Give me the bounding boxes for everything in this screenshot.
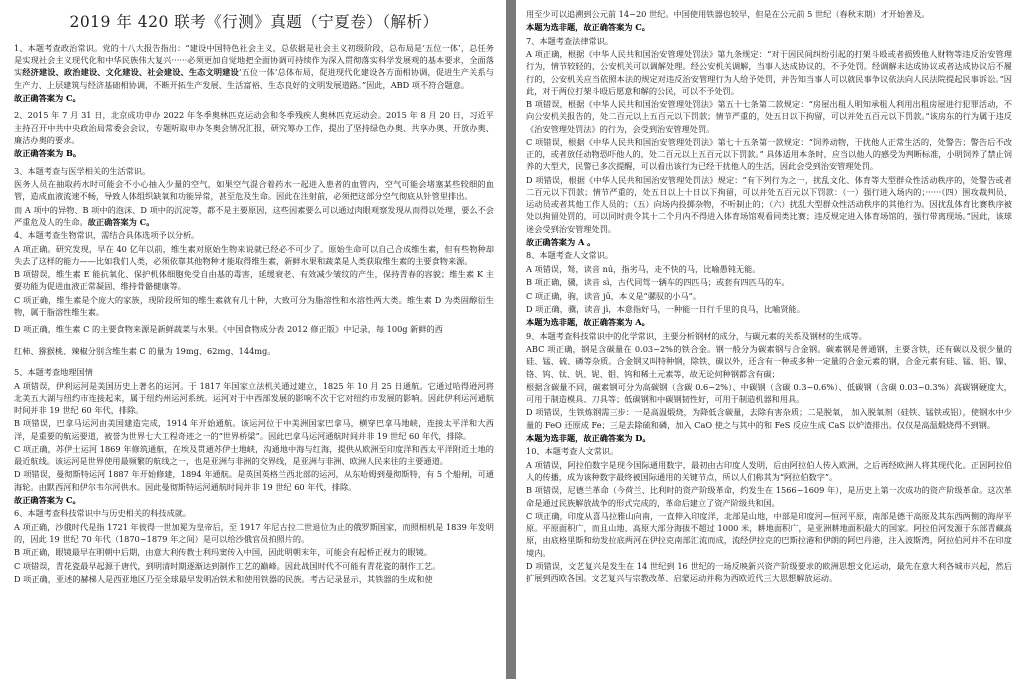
paragraph-q5-a: A 项错误，伊利运河是美国历史上著名的运河。于 1817 年国家立法机关通过建立，1825 年 10 月 25 日通航。它通过哈得逊河将北美五大湖与纽约市连接起来，属于纽约州运河系统。运河对于中西部发展的影响不次于它对纽约市发展的影响。因此伊利运河通航时间并非 19 世纪 60 年代，排除。: [14, 380, 494, 415]
paragraph-q7-d: D 项错误，根据《中华人民共和国治安管理处罚法》规定：“有下列行为之一，扰乱文化、体育等大型群众性活动秩序的，处警告或者二百元以下罚款；情节严重的，处五日以上十日以下拘留，可以并处五百元以下罚款：（一）强行进入场内的；······（四）围攻裁判员、运动员或者其他工作人员的；（五）向场内投掷杂物，不听制止的；（六）扰乱大型群众性活动秩序的其他行为。因扰乱体育比赛秩序被处以拘留处罚的，可以同时责令其十二个月内不得进入体育场馆观看同类比赛；违反规定进入体育场馆的，强行带离现场。”因此，该球迷会受到治安管理处罚。: [526, 174, 1012, 234]
paragraph-q6-a: A 项正确，沙俄时代是指 1721 年彼得一世加冕为皇帝后，至 1917 年尼古拉二世退位为止的俄罗斯国家，而照相机是 1839 年发明的，因此 19 世纪 70 年代（1870~1879 年之间）是可以给沙俄官员拍照片的。: [14, 521, 494, 545]
paragraph-q8-c: C 项正确，驹，读音 jū，本义是“骡驭的小马”。: [526, 290, 702, 301]
paragraph-q4-a: A 项正确。研究发现，早在 40 亿年以前，维生素对原始生物来说就已经必不可少了。原始生命可以自己合成维生素，但有些物种却失去了这样的能力——比如我们人类，必须依靠其他物种才能取得维生素，新鲜水果和蔬菜是人类获取维生素的主要食物来源。: [14, 243, 494, 266]
q1-bold-text: 经济建设、政治建设、文化建设、社会建设、生态文明建设: [22, 67, 239, 78]
paragraph-q6-intro: 6、本题考查科技常识中与历史相关的科技成就。: [14, 508, 192, 519]
document-page-left: [0, 0, 506, 679]
answer-q5: 故正确答案为 C。: [14, 495, 81, 506]
paragraph-q5-c: C 项正确，苏伊士运河 1869 年修筑通航，在埃及贯通苏伊士地峡，沟通地中海与红海，提供从欧洲至印度洋和西太平洋附近土地的最近航线。该运河是世界使用最频繁的航线之一，也是亚洲与非洲的交界线，是亚洲与非洲、欧洲人民来往的主要通道。: [14, 443, 494, 467]
paragraph-q3-body: 医务人员在抽取药水时可能会不小心抽入少量的空气，如果空气混合着药水一起进入患者的血管内，空气可能会堵塞某些较细的血管，造成血液流速不畅，导致人体组织缺氧和功能异常，甚至危及生命。因此在注射前，必须把这部分空气彻底从针管里排出。: [14, 178, 494, 202]
paragraph-q1: [14, 42, 494, 91]
answer-q6: 本题为选非题，故正确答案为 C。: [526, 22, 650, 33]
answer-q2: 故正确答案为 B。: [14, 148, 82, 159]
paragraph-q8-a: A 项错误，驽，读音 nú，指劣马，走不快的马，比喻愚钝无能。: [526, 263, 761, 274]
paragraph-q8-b: B 项正确，骥，读音 sì，古代同驾一辆车的四匹马；或套有四匹马的车。: [526, 277, 790, 288]
paragraph-q9-abc: ABC 项正确，钢是含碳量在 0.03~2%的铁合金。钢一般分为碳素钢与合金钢。碳素钢是普通钢，主要含铁，还有碳以及很少量的硅、锰、硫、磷等杂质。合金钢又叫特种钢，除铁、碳以外，还含有一种或多种一定量的合金元素的钢，合金元素有硅、锰、铝、镍、铬、钨、钛、钒、铌、钼、钨和稀土元素等，故无论何种钢都含有碳；: [526, 344, 1012, 379]
paragraph-q10-intro: 10、本题考查人文常识。: [526, 446, 619, 457]
q1-text: 1、本题考查政治常识。党的十八大报告指出：“建设中国特色社会主义，总依据是社会主义初级阶段，总布局是‘五位一体’，总任务是实现社会主义现代化和中华民族伟大复兴······必须更加自觉地把全面协调可持续作为深入贯彻落实科学发展观的基本要求，全面落实: [14, 43, 494, 78]
document-page-right: [516, 0, 1024, 679]
paragraph-q7-b: B 项错误，根据《中华人民共和国治安管理处罚法》第五十七条第二款规定：“房屋出租人明知承租人利用出租房屋进行犯罪活动，不向公安机关报告的，处二百元以上五百元以下罚款；情节严重的，处五日以下拘留，可以并处五百元以下罚款。”该房东的行为属于违反《治安管理处罚法》的行为，会受到治安管理处罚。: [526, 99, 1012, 134]
paragraph-q3-intro: 3、本题考查与医学相关的生活常识。: [14, 165, 151, 176]
paragraph-q5-d: D 项错误，曼彻斯特运河 1887 年开始修建，1894 年通航。是英国英格兰西北部的运河，从东哈姆到曼彻斯特，有 5 个船闸，可通海轮。由默西河和伊尔韦尔河供水。因此曼彻斯特运河通航时间并非 19 世纪 60 年代，排除。: [14, 469, 494, 492]
paragraph-q10-b: B 项错误，尼德兰革命（今荷兰、比利时的资产阶级革命，约发生在 1566~1609 年），是历史上第一次成功的资产阶级革命。这次革命是通过民族解放战争的形式完成的，革命后建立了资产阶级共和国。: [526, 485, 1012, 508]
answer-q8: 本题为选非题，故正确答案为 A。: [526, 317, 650, 328]
paragraph-q4-intro: 4、本题考查生物常识，需结合具体选项予以分析。: [14, 230, 200, 241]
paragraph-q6-c: C 项错误，青花瓷最早起源于唐代，到明清时期逐渐达到制作工艺的巅峰。因此战国时代不可能有青花瓷的制作工艺。: [14, 560, 441, 571]
answer-q1: 故正确答案为 C。: [14, 93, 81, 103]
paragraph-q8-d: D 项正确，骥，读音 jì，本意指好马，一种能一日行千里的良马，比喻贤能。: [526, 303, 805, 314]
paragraph-q4-b: B 项错误，维生素 E 能抗氧化、保护机体细胞免受自由基的毒害，延缓衰老、有效减少皱纹的产生，保持青春的容貌；维生素 K 主要功能为促进血液正常凝固、维持骨骼健康等。: [14, 269, 494, 292]
paragraph-q4-c: C 项正确，维生素是个庞大的家族，现阶段所知的维生素就有几十种，大致可分为脂溶性和水溶性两大类。维生素 D 为类固醇衍生物，属于脂溶性维生素。: [14, 294, 494, 317]
paragraph-q8-intro: 8、本题考查人文常识。: [526, 250, 614, 261]
paragraph-q7-intro: 7、本题考查法律常识。: [526, 35, 614, 46]
paragraph-q4-d-values: 红柿、猕猴桃、辣椒分别含维生素 C 的量为 19mg、62mg、144mg。: [14, 345, 276, 356]
paragraph-q9-carbon: 根据含碳量不同，碳素钢可分为高碳钢（含碳 0.6~2%）、中碳钢（含碳 0.3~0.6%）、低碳钢（含碳 0.03~0.3%）高碳钢硬度大，可用于制造模具、刀具等；低碳钢和中碳钢韧性好，可用于制造机器和用具。: [526, 381, 1012, 405]
paragraph-q7-c: C 项错误，根据《中华人民共和国治安管理处罚法》第七十五条第一款规定：“饲养动物，干扰他人正常生活的，处警告；警告后不改正的，或者放任动物恐吓他人的，处二百元以上五百元以下罚款。” 具体适用本条时，应当以他人的感受为判断标准，小明饲养了禁止饲养的大型犬，民警已多次提醒，可以看出该行为已经干扰他人的生活，因此会受到治安管理处罚。: [526, 136, 1012, 172]
paragraph-q9-d: D 项错误，生铁炼钢需三步：一是高温煅烧，为降低含碳量，去除有害杂质；二是脱氧， 加入脱氧剂（硅铁、锰铁或铝），使钢水中少量的 FeO 还原成 Fe；三是去除硫和磷，加入 CaO 使之与其中的和 FeS 反应生成 CaS 以炉渣排出。仅仅是高温煅烧得不到钢。: [526, 407, 1012, 430]
paragraph-q7-a: A 项正确，根据《中华人民共和国治安管理处罚法》第九条规定：“对于因民间纠纷引起的打架斗殴或者损毁他人财物等违反治安管理行为，情节较轻的，公安机关可以调解处理。经公安机关调解，当事人达成协议的，不予处罚。经调解未达成协议或者达成协议后不履行的，公安机关应当依照本法的规定对违反治安管理行为人给予处罚，并告知当事人可以就民事争议依法向人民法院提起民事诉讼。”因此，对于两位打架斗殴后愿意和解的公民，可以不予处罚。: [526, 49, 1012, 96]
paragraph-q6-b: B 项正确，眼镜最早在明朝中后期，由意大利传教士利玛窦传入中国，因此明朝末年，可能会有起桥正视力的眼镜。: [14, 547, 432, 558]
paragraph-q3-tail: [14, 204, 494, 228]
paragraph-q9-intro: 9、本题考查科技常识中的化学常识，主要分析钢材的成分，与碳元素的关系及钢材的生成等。: [526, 330, 867, 341]
answer-q9: 本题为选非题，故正确答案为 D。: [526, 433, 651, 444]
answer-q7: 故正确答案为 A 。: [526, 236, 596, 247]
page-title: 2019 年 420 联考《行测》真题（宁夏卷）（解析）: [69, 13, 439, 31]
answer-q3: 故正确答案为 C。: [87, 216, 155, 227]
paragraph-q5-b: B 项错误，巴拿马运河由美国建造完成，1914 年开始通航。该运河位于中美洲国家巴拿马，横穿巴拿马地峡，连接太平洋和大西洋，是重要的航运要道，被誉为世界七大工程奇迹之一的“世界桥梁”。因此巴拿马运河通航时间并非 19 世纪 60 年代，排除。: [14, 418, 494, 441]
paragraph-q6-continued: 用至少可以追溯到公元前 14~20 世纪。中国使用铁器也较早，但是在公元前 5 世纪（春秋末期）才开始普及。: [526, 9, 930, 19]
paragraph-q4-d: D 项正确，维生素 C 的主要食物来源是新鲜蔬菜与水果。《中国食物成分表 2012 修正版》中记录，每 100g 新鲜的西: [14, 324, 443, 335]
q3-tail-text: 而 A 项中的异物、B 项中的泡沫、D 项中的沉淀等，都不是主要原因，这些因素要么可以通过肉眼观察发现从而得以处理，要么不会严重危及人的生命。: [14, 204, 494, 227]
paragraph-q10-a: A 项错误，阿拉伯数字是现今国际通用数字，最初由古印度人发明，后由阿拉伯人传入欧洲，之后再经欧洲人将其现代化。正因阿拉伯人的传播，成为该种数字最终被国际通用的关键节点，所以人们称其为“阿拉伯数字”。: [526, 459, 1012, 483]
paragraph-q5-intro: 5、本题考查地理国情: [14, 367, 93, 378]
paragraph-q6-d: D 项正确，亚述的赫梯人是西亚地区乃至全球最早发明冶铁术和使用铁器的民族。考古记录显示，其铁器的生成和使: [14, 574, 433, 585]
paragraph-q2: 2、2015 年 7 月 31 日，北京成功申办 2022 年冬季奥林匹克运动会和冬季残疾人奥林匹克运动会。2015 年 8 月 20 日，习近平主持召开中共中央政治局常委会会议，专题听取申办冬奥会情况汇报，研究筹办工作，提出了坚持绿色办奥、共享办奥、开放办奥、廉洁办奥的要求。: [14, 110, 494, 145]
paragraph-q10-d: D 项错误，文艺复兴是发生在 14 世纪到 16 世纪的一场反映新兴资产阶级要求的欧洲思想文化运动，最先在意大利各城市兴起，然后扩展到西欧各国。文艺复兴与宗教改革、启蒙运动并称为西欧近代三大思想解放运动。: [526, 561, 1012, 584]
paragraph-q10-c: C 项正确，印度从喜马拉雅山向南，一直伸入印度洋，北部是山地，中部是印度河—恒河平原，南部是德干高原及其东西两侧的海岸平原。平原面积广，而且山地、高原大部分海拔不超过 1000 米，耕地面积广，是亚洲耕地面积最大的国家。阿拉伯河发源于东部青藏高原，由底格里斯和幼发拉底两河在伊拉克南部汇流而成，流经伊拉克的巴斯拉港和伊朗的阿巴丹港，注入波斯湾，阿拉伯河并不在印度境内。: [526, 511, 1012, 558]
q1-text-end: ‘五位一体’总体布局，促进现代化建设各方面相协调，促进生产关系与生产力、上层建筑与经济基础相协调，不断开拓生产发展、生活富裕、生态良好的文明发展道路。”因此，ABD 项不符合题意。: [14, 67, 494, 90]
